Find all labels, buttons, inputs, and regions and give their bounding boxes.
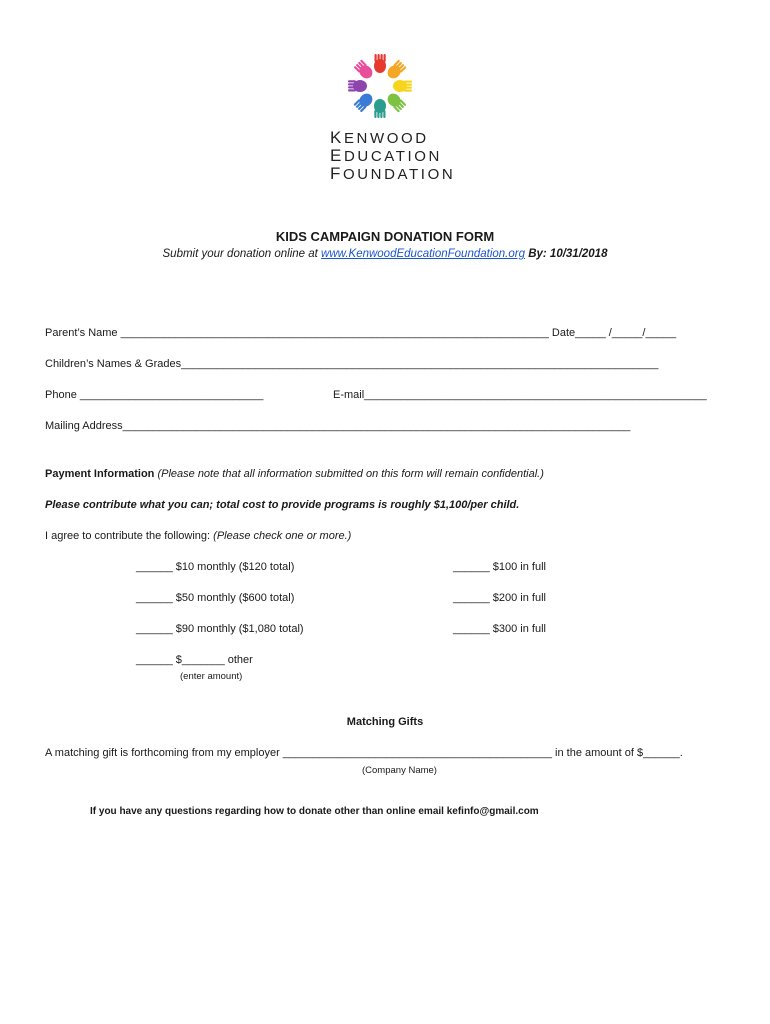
address-field[interactable]: Mailing Address___________________________________________________________________________________	[45, 420, 631, 432]
agree-label: I agree to contribute the following:	[45, 530, 211, 542]
option-10-monthly[interactable]: ______ $10 monthly ($120 total)	[136, 561, 295, 573]
form-title: KIDS CAMPAIGN DONATION FORM	[275, 229, 495, 244]
email-field[interactable]: E-mail________________________________________________________	[333, 389, 707, 401]
questions-note: If you have any questions regarding how to donate other than online email kefinfo@gmail.com	[90, 806, 539, 817]
agree-line	[45, 530, 351, 542]
form-subtitle	[0, 248, 770, 260]
foundation-link[interactable]: www.KenwoodEducationFoundation.org	[321, 248, 525, 260]
submit-prefix: Submit your donation online at	[162, 248, 322, 260]
option-50-monthly[interactable]: ______ $50 monthly ($600 total)	[136, 592, 295, 604]
matching-line[interactable]: A matching gift is forthcoming from my employer ____________________________________________ in the amount of $______.	[45, 747, 683, 759]
option-200-full[interactable]: ______ $200 in full	[453, 592, 546, 604]
company-name-hint: (Company Name)	[362, 765, 437, 776]
phone-field[interactable]: Phone ______________________________	[45, 389, 264, 401]
children-field[interactable]: Children’s Names & Grades______________________________________________________________________________	[45, 358, 659, 370]
option-90-monthly[interactable]: ______ $90 monthly ($1,080 total)	[136, 623, 304, 635]
org-name-line-1: KENWOOD	[330, 128, 429, 147]
colorful-hands-icon	[344, 50, 416, 122]
payment-info	[45, 468, 544, 480]
other-amount-hint: (enter amount)	[180, 671, 243, 682]
contribute-note: Please contribute what you can; total cost to provide programs is roughly $1,100/per child.	[45, 499, 520, 511]
agree-note: (Please check one or more.)	[210, 530, 352, 542]
payment-label: Payment Information	[45, 468, 155, 480]
option-300-full[interactable]: ______ $300 in full	[453, 623, 546, 635]
parent-name-field[interactable]: Parent’s Name ______________________________________________________________________ Date_____ /_____/_____	[45, 327, 677, 339]
org-name-line-3: FOUNDATION	[330, 164, 456, 183]
org-name-line-2: EDUCATION	[330, 146, 442, 165]
option-100-full[interactable]: ______ $100 in full	[453, 561, 546, 573]
payment-note: (Please note that all information submitted on this form will remain confidential.)	[154, 468, 544, 480]
deadline: By: 10/31/2018	[525, 248, 608, 260]
matching-heading: Matching Gifts	[346, 716, 424, 728]
option-other[interactable]: ______ $_______ other	[136, 654, 253, 666]
